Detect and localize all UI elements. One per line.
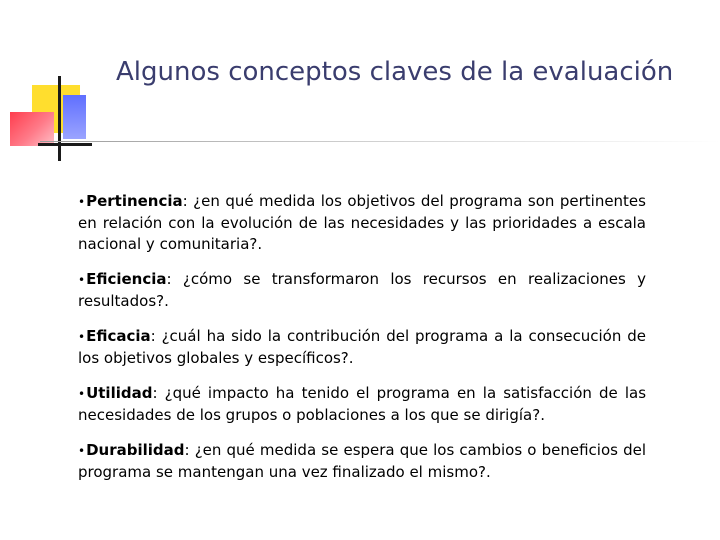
bullet-item-eficacia <box>78 326 646 369</box>
bullet-icon: • <box>78 444 86 458</box>
term-separator: : <box>182 192 194 210</box>
item-text: ¿en qué medida se espera que los cambios o beneficios del programa se mantengan una vez finalizado el mismo?. <box>78 441 646 481</box>
term-label: Eficiencia <box>86 270 167 288</box>
term-separator: : <box>150 327 162 345</box>
title-divider <box>40 141 720 142</box>
bullet-item-utilidad <box>78 383 646 426</box>
bullet-icon: • <box>78 387 86 401</box>
bullet-list <box>78 191 646 497</box>
item-text: ¿cómo se transformaron los recursos en realizaciones y resultados?. <box>78 270 646 310</box>
term-separator: : <box>152 384 165 402</box>
item-text: ¿qué impacto ha tenido el programa en la satisfacción de las necesidades de los grupos o poblaciones a los que se dirigía?. <box>78 384 647 424</box>
item-text: ¿cuál ha sido la contribución del programa a la consecución de los objetivos globales y específicos?. <box>78 327 646 367</box>
logo-blue-square <box>63 95 86 139</box>
logo-horizontal-line <box>38 143 92 146</box>
bullet-item-durabilidad <box>78 440 646 483</box>
term-label: Durabilidad <box>86 441 185 459</box>
term-label: Pertinencia <box>86 192 183 210</box>
logo-vertical-line <box>58 76 61 161</box>
slide-title: Algunos conceptos claves de la evaluación <box>116 57 674 87</box>
bullet-icon: • <box>78 195 86 209</box>
term-label: Eficacia <box>86 327 151 345</box>
bullet-item-pertinencia <box>78 191 646 255</box>
term-separator: : <box>166 270 183 288</box>
bullet-item-eficiencia <box>78 269 646 312</box>
item-text: ¿en qué medida los objetivos del programa son pertinentes en relación con la evolución de las necesidades y las prioridades a escala nacional y comunitaria?. <box>78 192 646 253</box>
term-label: Utilidad <box>86 384 153 402</box>
bullet-icon: • <box>78 273 86 287</box>
bullet-icon: • <box>78 330 86 344</box>
term-separator: : <box>184 441 195 459</box>
